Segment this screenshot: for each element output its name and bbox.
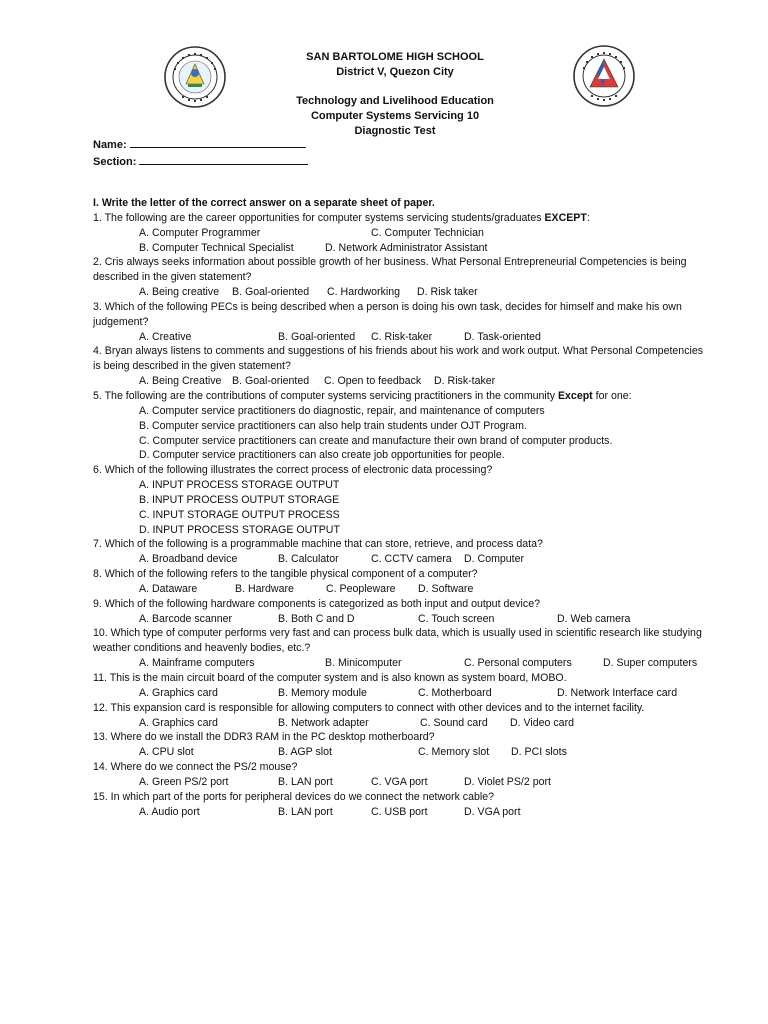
section-label: Section: xyxy=(93,155,137,168)
question-7-options xyxy=(93,552,711,567)
question-4-options xyxy=(93,374,711,389)
student-fields xyxy=(93,137,308,170)
option: A. Being creative xyxy=(139,286,220,299)
option: C. Personal computers xyxy=(464,657,572,670)
question-5-option-b: B. Computer service practitioners can also help train students under OJT Program. xyxy=(139,419,527,432)
question-6-option-a: A. INPUT PROCESS STORAGE OUTPUT xyxy=(139,479,340,492)
question-9-options xyxy=(93,612,711,627)
question-5: 5. The following are the contributions of computer systems servicing practitioners in the community Except for one: xyxy=(93,389,632,402)
option: A. CPU slot xyxy=(139,746,194,759)
option: D. Super computers xyxy=(603,657,698,670)
option: B. LAN port xyxy=(278,775,333,788)
name-label: Name: xyxy=(93,139,127,151)
option: B. Calculator xyxy=(278,553,339,566)
option: A. Computer Programmer xyxy=(139,226,261,239)
option: C. Motherboard xyxy=(418,686,492,699)
district-name: District V, Quezon City xyxy=(336,66,454,78)
option: A. Creative xyxy=(139,330,192,343)
option: C. Peopleware xyxy=(326,582,396,595)
question-4: 4. Bryan always listens to comments and suggestions of his friends about his work and work output. What Personal Competencies is being described in the given statement? xyxy=(93,345,704,373)
question-10: 10. Which type of computer performs very fast and can process bulk data, which is usually used in scientific research like studying weather conditions and heavenly bodies, etc.? xyxy=(93,627,702,655)
test-content xyxy=(93,196,711,819)
question-5-option-a: A. Computer service practitioners do diagnostic, repair, and maintenance of computers xyxy=(139,404,545,417)
question-1-options-row1 xyxy=(93,226,711,241)
option: B. Computer Technical Specialist xyxy=(139,241,294,254)
question-12: 12. This expansion card is responsible for allowing computers to connect with other devices and to the internet facility. xyxy=(93,701,645,714)
question-13: 13. Where do we install the DDR3 RAM in the PC desktop motherboard? xyxy=(93,731,435,744)
option: A. Graphics card xyxy=(139,686,218,699)
question-3: 3. Which of the following PECs is being described when a person is doing his own task, decides for himself and make his own judgement? xyxy=(93,300,682,328)
question-9: 9. Which of the following hardware components is categorized as both input and output device? xyxy=(93,597,540,610)
option: B. Both C and D xyxy=(278,612,355,625)
option: B. Memory module xyxy=(278,686,367,699)
option: C. Memory slot xyxy=(418,746,490,759)
option: A. Mainframe computers xyxy=(139,657,255,670)
question-11: 11. This is the main circuit board of the computer system and is also known as system board, MOBO. xyxy=(93,672,567,684)
option: D. Web camera xyxy=(557,612,631,625)
question-1-options-row2 xyxy=(93,241,711,256)
option: D. Network Interface card xyxy=(557,686,678,699)
option: B. Goal-oriented xyxy=(232,286,310,299)
subject-name: Technology and Livelihood Education xyxy=(296,95,494,107)
name-blank xyxy=(130,137,306,148)
option: D. PCI slots xyxy=(511,746,567,759)
option: A. Barcode scanner xyxy=(139,612,233,625)
option: D. Network Administrator Assistant xyxy=(325,241,488,254)
section-field xyxy=(93,154,308,171)
test-title: Diagnostic Test xyxy=(354,125,436,137)
option: A. Dataware xyxy=(139,582,198,595)
option: C. Open to feedback xyxy=(324,375,422,388)
option: C. Computer Technician xyxy=(371,226,484,239)
question-13-options xyxy=(93,745,711,760)
option: D. Risk taker xyxy=(417,286,478,299)
option: A. Graphics card xyxy=(139,716,218,729)
question-5-option-c: C. Computer service practitioners can create and manufacture their own brand of computer products. xyxy=(139,434,613,447)
option: D. VGA port xyxy=(464,805,521,818)
course-name: Computer Systems Servicing 10 xyxy=(310,110,480,122)
question-8: 8. Which of the following refers to the tangible physical component of a computer? xyxy=(93,568,478,581)
question-7: 7. Which of the following is a programmable machine that can store, retrieve, and process data? xyxy=(93,538,543,551)
option: D. Risk-taker xyxy=(434,375,496,388)
question-2-options xyxy=(93,285,711,300)
name-field xyxy=(93,137,308,154)
document-header xyxy=(200,50,590,139)
question-11-options xyxy=(93,686,711,701)
option: D. Violet PS/2 port xyxy=(464,775,551,788)
option: A. Audio port xyxy=(139,805,200,818)
option: B. Hardware xyxy=(235,582,294,595)
option: C. USB port xyxy=(371,805,428,818)
question-6-option-b: B. INPUT PROCESS OUTPUT STORAGE xyxy=(139,493,340,506)
question-12-options xyxy=(93,716,711,731)
option: C. Hardworking xyxy=(327,286,401,299)
question-2: 2. Cris always seeks information about possible growth of her business. What Personal Entrepreneurial Competencies is being described in the given statement? xyxy=(93,256,687,284)
option: D. Task-oriented xyxy=(464,330,541,343)
option: C. VGA port xyxy=(371,775,428,788)
question-1: 1. The following are the career opportunities for computer systems servicing students/graduates EXCEPT: xyxy=(93,211,590,224)
option: B. Network adapter xyxy=(278,716,369,729)
school-name: SAN BARTOLOME HIGH SCHOOL xyxy=(306,51,484,63)
option: B. Goal-oriented xyxy=(278,330,356,343)
option: B. Minicomputer xyxy=(325,657,402,670)
option: B. AGP slot xyxy=(278,746,332,759)
question-6: 6. Which of the following illustrates the correct process of electronic data processing? xyxy=(93,464,493,477)
option: D. Video card xyxy=(510,716,574,729)
question-15-options xyxy=(93,805,711,820)
option: B. Goal-oriented xyxy=(232,375,310,388)
question-6-option-d: D. INPUT PROCESS STORAGE OUTPUT xyxy=(139,523,340,536)
option: A. Broadband device xyxy=(139,553,238,566)
question-8-options xyxy=(93,582,711,597)
option: C. CCTV camera xyxy=(371,553,452,566)
question-5-option-d: D. Computer service practitioners can also create job opportunities for people. xyxy=(139,449,505,462)
instruction: I. Write the letter of the correct answer on a separate sheet of paper. xyxy=(93,197,435,209)
question-6-option-c: C. INPUT STORAGE OUTPUT PROCESS xyxy=(139,508,340,521)
option: C. Risk-taker xyxy=(371,330,433,343)
option: B. LAN port xyxy=(278,805,333,818)
option: C. Sound card xyxy=(420,716,488,729)
option: A. Being Creative xyxy=(139,375,222,388)
question-14-options xyxy=(93,775,711,790)
option: A. Green PS/2 port xyxy=(139,775,229,788)
question-14: 14. Where do we connect the PS/2 mouse? xyxy=(93,761,298,774)
option: D. Software xyxy=(418,582,474,595)
option: D. Computer xyxy=(464,553,525,566)
question-10-options xyxy=(93,656,711,671)
question-15: 15. In which part of the ports for peripheral devices do we connect the network cable? xyxy=(93,790,495,803)
section-blank xyxy=(139,154,308,165)
question-3-options xyxy=(93,330,711,345)
option: C. Touch screen xyxy=(418,612,495,625)
